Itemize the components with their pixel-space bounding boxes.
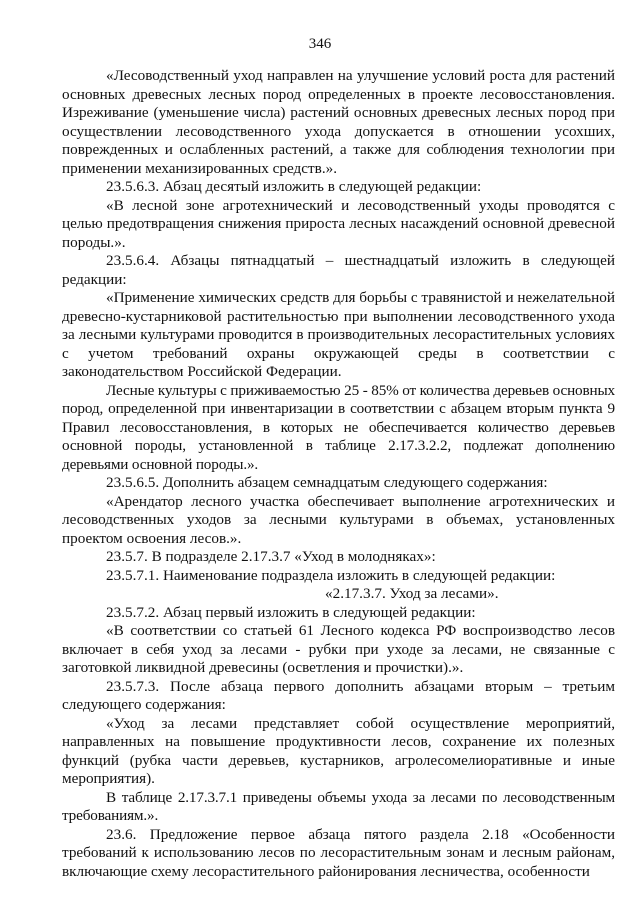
- paragraph-quote-tenant: «Арендатор лесного участка обеспечивает выполнение агротехнических и лесоводственных уходов за лесными культурами в объемах, установленных проектом освоения лесов.».: [62, 492, 615, 547]
- paragraph-23-5-6-4: 23.5.6.4. Абзацы пятнадцатый – шестнадцатый изложить в следующей редакции:: [62, 252, 615, 288]
- paragraph-quote-article-61: «В соответствии со статьей 61 Лесного кодекса РФ воспроизводство лесов включает в себя уход за лесами - рубки при уходе за лесами, не связанные с заготовкой ликвидной древесины (осветления и прочистки).».: [62, 622, 615, 676]
- paragraph-quote-forest-zone: «В лесной зоне агротехнический и лесоводственный уходы проводятся с целью предотвращения снижения прироста лесных насаждений основной древесной породы.».: [62, 196, 615, 251]
- paragraph-23-5-7-2: 23.5.7.2. Абзац первый изложить в следующей редакции:: [106, 603, 476, 621]
- document-body: [62, 67, 615, 881]
- paragraph-23-6: 23.6. Предложение первое абзаца пятого раздела 2.18 «Особенности требований к использованию лесов по лесорастительным зонам и лесным районам, включающие схему лесорастительного районирования лесничества, особенности: [62, 825, 615, 880]
- paragraph-23-5-7-1: 23.5.7.1. Наименование подраздела изложить в следующей редакции:: [106, 566, 556, 584]
- paragraph-23-5-6-3: 23.5.6.3. Абзац десятый изложить в следующей редакции:: [106, 178, 482, 195]
- paragraph-23-5-7-3: 23.5.7.3. После абзаца первого дополнить абзацами вторым – третьим следующего содержания:: [62, 677, 615, 713]
- paragraph-23-5-6-5: 23.5.6.5. Дополнить абзацем семнадцатым следующего содержания:: [106, 474, 548, 491]
- paragraph-section-title-quote: «2.17.3.7. Уход за лесами».: [325, 585, 499, 602]
- paragraph-quote-chemicals: «Применение химических средств для борьбы с травянистой и нежелательной древесно-кустарниковой растительностью при выполнении лесоводственного ухода за лесными культурами проводится в производительных лесорастительных условиях с учетом требований охраны окружающей среды в соответствии с законодательством Российской Федерации.: [62, 289, 615, 380]
- paragraph-table-reference: В таблице 2.17.3.7.1 приведены объемы ухода за лесами по лесоводственным требованиям.».: [62, 788, 615, 824]
- paragraph-quote-forest-care: «Лесоводственный уход направлен на улучшение условий роста для растений основных древесных лесных пород определенных в проекте лесовосстановления. Изреживание (уменьшение числа) растений основных древесных лесных пород при осуществлении лесоводственного ухода допускается в отношении усохших, поврежденных и ослабленных растений, а также для соблюдения технологии при применении механизированных средств.».: [62, 67, 615, 177]
- page-number: 346: [308, 36, 332, 52]
- paragraph-forest-cultures: Лесные культуры с приживаемостью 25 - 85% от количества деревьев основных пород, определенной при инвентаризации в соответствии с абзацем вторым пункта 9 Правил лесовосстановления, в которых не обеспечивается количество деревьев основной породы, установленной в таблице 2.17.3.2.2, подлежат дополнению деревьями основной породы.».: [62, 381, 615, 473]
- paragraph-quote-forest-care-measures: «Уход за лесами представляет собой осуществление мероприятий, направленных на повышение продуктивности лесов, сохранение их полезных функций (рубка части деревьев, кустарников, агролесомелиоративные и иные мероприятия).: [62, 714, 615, 787]
- paragraph-23-5-7: 23.5.7. В подразделе 2.17.3.7 «Уход в молодняках»:: [106, 548, 436, 565]
